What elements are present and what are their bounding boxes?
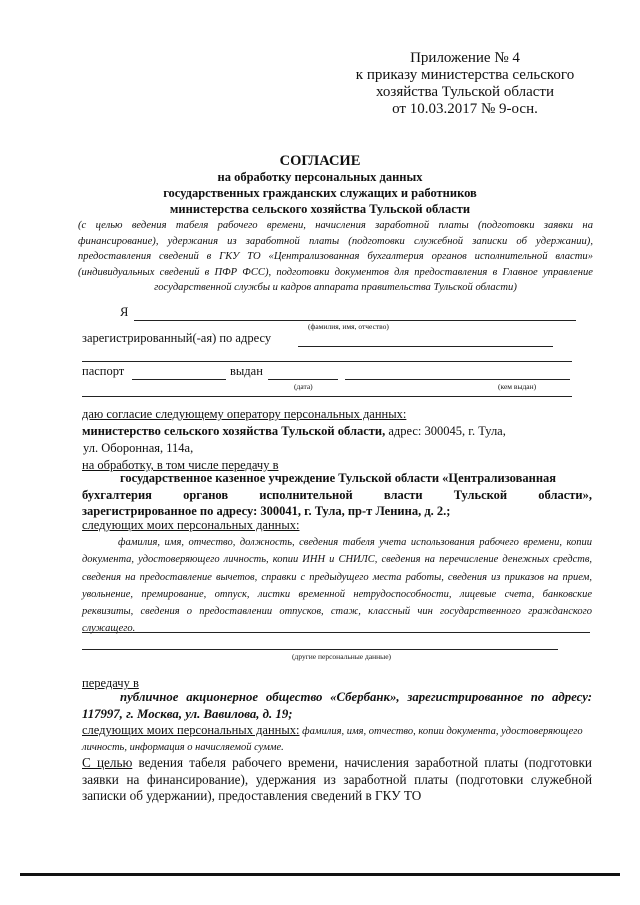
purpose-text: (с целью ведения табеля рабочего времени, начисления заработной платы (подготовки заявки на финансирование), удержания из заработной платы (подготовки служебной записки об удержании), предоставления сведений в ГКУ ТО «Централизованная бухгалтерия органов исполнительной власти» (индивидуальных сведений в ПФР ФСС), подготовки документов для предоставления в Главное управление государственной службы и кадров аппарата правительства Тульской области) — [78, 220, 593, 293]
i-label: Я — [120, 305, 129, 319]
operator-address-line — [82, 423, 592, 440]
personal-data-label: следующих моих персональных данных: — [82, 518, 300, 532]
header-line: к приказу министерства сельского — [355, 67, 575, 83]
issued-label: выдан — [230, 364, 263, 378]
address-field-line[interactable] — [298, 346, 553, 347]
passport-field-line[interactable] — [132, 379, 226, 380]
fio-field-line[interactable] — [134, 320, 576, 321]
appendix-header — [340, 50, 590, 118]
sberbank-text: публичное акционерное общество «Сбербанк», зарегистрированное по адресу: 117997, г. Москва, ул. Вавилова, д. 19; — [82, 690, 592, 721]
other-data-caption: (другие персональные данные) — [292, 652, 392, 661]
personal-data-2-list: фамилия, имя, отчество, копии документа, удостоверяющего личность, информация о начисляемой сумме. — [82, 726, 583, 753]
goal-text: ведения табеля рабочего времени, начисления заработной платы (подготовки заявки на финансирование), удержания из заработной платы (подготовки служебной записки об удержании), предоставления сведений в ГКУ ТО — [82, 755, 592, 803]
title-line: министерства сельского хозяйства Тульской области — [169, 202, 471, 216]
transfer2-label: передачу в — [82, 676, 139, 690]
consent-intro: даю согласие следующему оператору персональных данных: — [82, 407, 407, 421]
date-field-line[interactable] — [268, 379, 338, 380]
document-title: СОГЛАСИЕ — [279, 153, 361, 169]
address-label: зарегистрированный(-ая) по адресу — [82, 331, 272, 345]
goal-paragraph — [82, 755, 592, 805]
header-line: Приложение № 4 — [410, 50, 520, 66]
header-line: от 10.03.2017 № 9-осн. — [392, 101, 538, 117]
passport-label: паспорт — [82, 364, 125, 378]
fio-caption: (фамилия, имя, отчество) — [308, 322, 389, 331]
other-data-line[interactable] — [82, 632, 590, 633]
cbh-line: государственное казенное учреждение Тульской области «Централизованная — [120, 471, 557, 485]
address-field-line-2[interactable] — [82, 361, 572, 362]
cbh-line: бухгалтерия органов исполнительной власти Тульской области», — [82, 488, 592, 502]
personal-data-list: фамилия, имя, отчество, должность, сведения табеля учета использования рабочего времени, копии документа, удостоверяющего личность, копии ИНН и СНИЛС, сведения на перечисление денежных средств, сведения на предоставление вычетов, справки с предыдущего места работы, сведения из приказов на прием, увольнение, премирование, отпуск, листки временной нетрудоспособности, лицевые счета, банковские реквизиты, сведения о предоставлении отпусков, стаж, классный чин государственного гражданского служащего. — [82, 537, 592, 635]
date-caption: (дата) — [294, 382, 313, 391]
page-bottom-border — [20, 873, 620, 876]
issuer-caption: (кем выдан) — [498, 382, 537, 391]
header-line: хозяйства Тульской области — [376, 84, 554, 100]
operator-street: ул. Оборонная, 114а, — [83, 441, 194, 455]
issuer-field-line-2[interactable] — [82, 396, 572, 397]
other-data-line-2[interactable] — [82, 649, 558, 650]
personal-data-2 — [82, 723, 592, 755]
title-line: на обработку персональных данных — [217, 170, 423, 184]
operator-name: министерство сельского хозяйства Тульской области, — [82, 424, 386, 438]
operator-address: адрес: 300045, г. Тула, — [385, 424, 506, 438]
transfer-intro: на обработку, в том числе передачу в — [82, 458, 279, 472]
goal-underlined: С целью — [82, 755, 133, 770]
cbh-line: зарегистрированное по адресу: 300041, г. Тула, пр-т Ленина, д. 2.; — [82, 504, 451, 518]
issuer-field-line[interactable] — [345, 379, 570, 380]
personal-data-2-label: следующих моих персональных данных: — [82, 723, 300, 737]
operator-block — [82, 406, 592, 474]
title-line: государственных гражданских служащих и работников — [163, 186, 477, 200]
